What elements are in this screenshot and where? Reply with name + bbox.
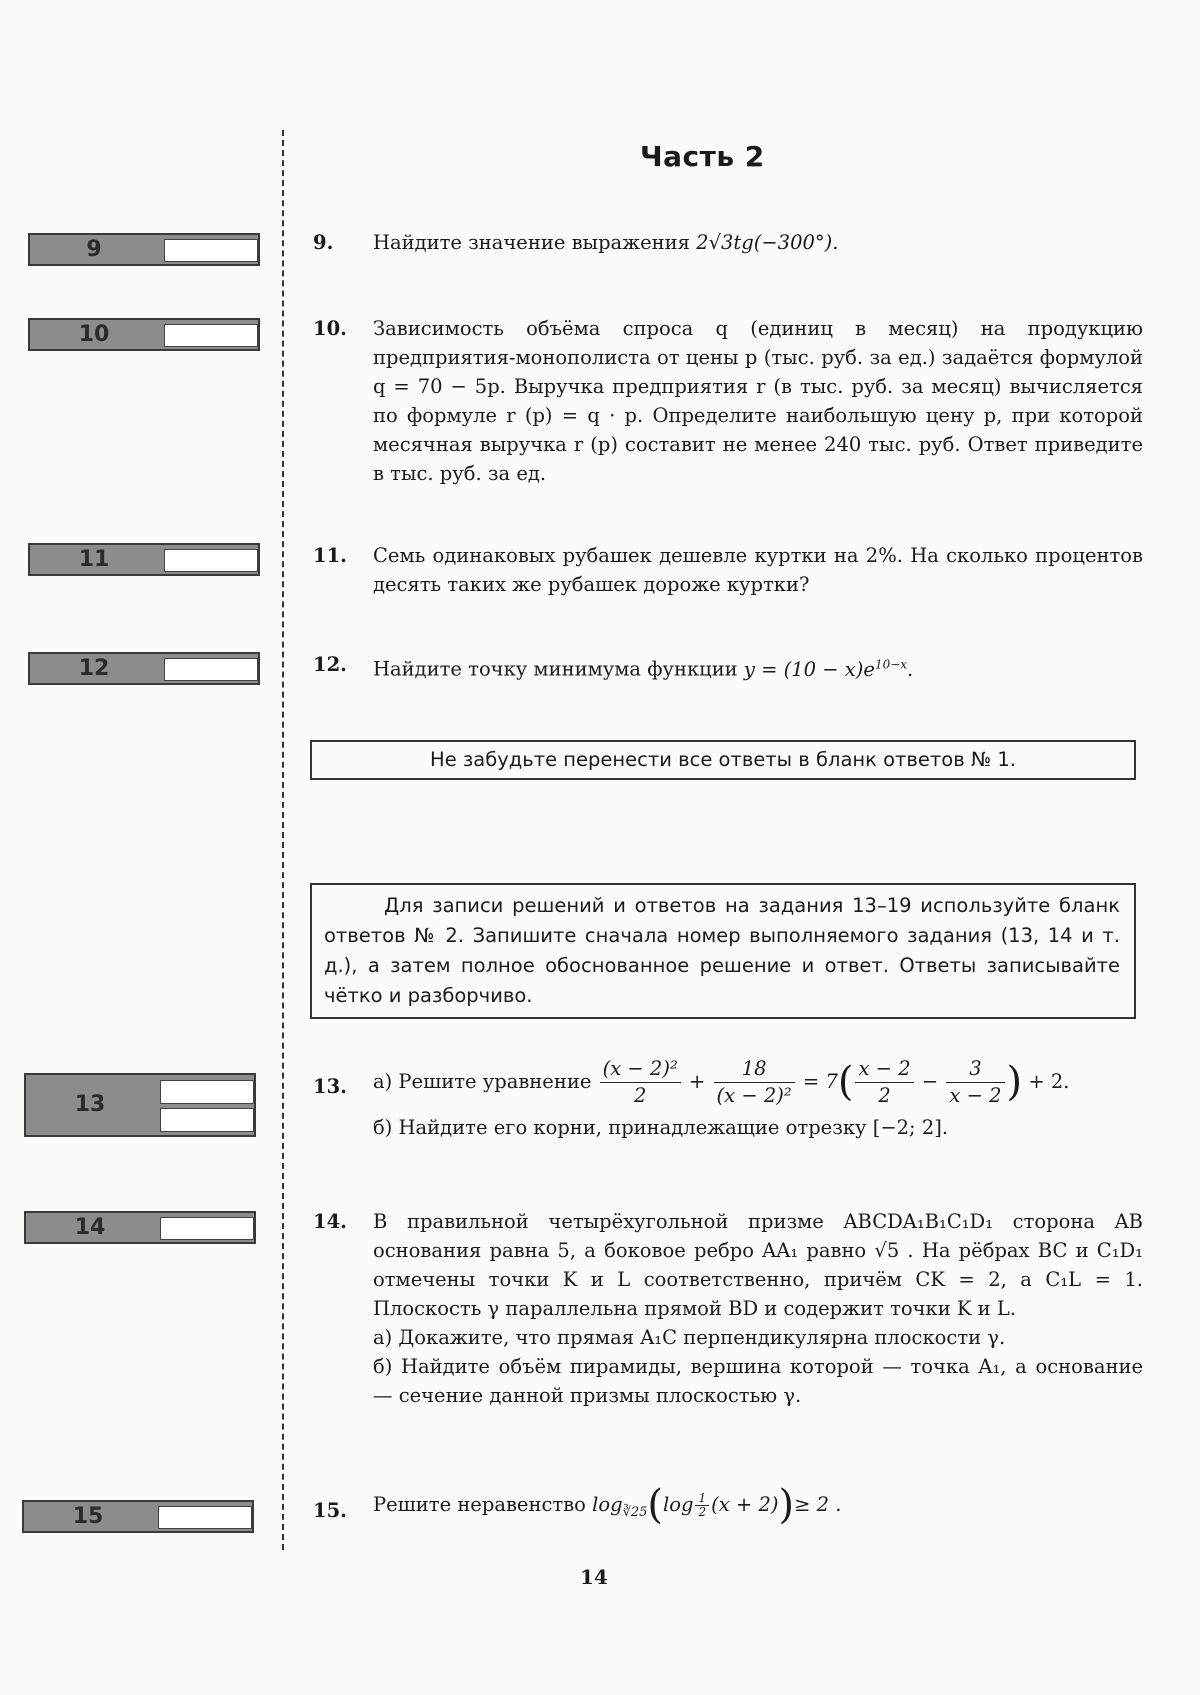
answer-box-label: 11 bbox=[78, 547, 110, 572]
answer-box-label: 12 bbox=[78, 656, 110, 681]
task-14-a: а) Докажите, что прямая A₁C перпендикулярна плоскости γ. bbox=[373, 1326, 1006, 1349]
page-title: Часть 2 bbox=[640, 140, 765, 173]
fraction-numerator: x − 2 bbox=[855, 1056, 913, 1083]
task-text: В правильной четырёхугольной призме ABCDA₁B₁C₁D₁ сторона AB основания равна 5, а боковое ребро AA₁ равно √5 . На рёбрах BC и C₁D₁ отмечены точки K и L соответственно, причём CK = 2, а C₁L = 1. Плоскость γ параллельна прямой BD и содержит точки K и L. bbox=[373, 1210, 1143, 1320]
task-number: 9. bbox=[313, 231, 334, 254]
fraction-numerator: 3 bbox=[946, 1056, 1004, 1083]
task-13 bbox=[313, 1056, 1143, 1142]
function-expression: $y = (10 - x)e^{10-x}$. bbox=[743, 657, 914, 681]
task-number: 10. bbox=[313, 317, 347, 340]
fraction-denominator: 2 bbox=[633, 1084, 647, 1107]
task-number: 11. bbox=[313, 544, 347, 567]
answer-field[interactable] bbox=[158, 1506, 252, 1529]
answer-field[interactable] bbox=[164, 549, 258, 572]
equation-tail: + 2. bbox=[1028, 1070, 1070, 1093]
task-10 bbox=[313, 314, 1143, 488]
answer-box-label: 14 bbox=[74, 1215, 106, 1240]
minus-sign: − bbox=[921, 1070, 939, 1093]
fraction-denominator: 2 bbox=[878, 1084, 891, 1107]
solutions-note bbox=[310, 883, 1136, 1019]
answer-field[interactable] bbox=[164, 324, 258, 347]
task-number: 15. bbox=[313, 1499, 347, 1522]
answer-box-9 bbox=[28, 233, 260, 266]
answer-field[interactable] bbox=[164, 658, 258, 681]
answer-box-13 bbox=[24, 1073, 256, 1137]
task-text: Найдите точку минимума функции bbox=[373, 657, 738, 681]
answer-box-10 bbox=[28, 318, 260, 351]
fraction-numerator: 18 bbox=[714, 1056, 795, 1083]
task-15 bbox=[313, 1482, 1143, 1528]
task-expression: 2√3tg(−300°). bbox=[696, 231, 839, 254]
answer-box-label: 15 bbox=[72, 1504, 104, 1529]
fraction-numerator: (x − 2)² bbox=[600, 1056, 681, 1083]
answer-box-label: 13 bbox=[74, 1092, 106, 1117]
task-text: Найдите значение выражения bbox=[373, 231, 690, 254]
answer-box-15 bbox=[22, 1500, 254, 1533]
plus-sign: + bbox=[688, 1070, 706, 1093]
answer-box-12 bbox=[28, 652, 260, 685]
answer-field-a[interactable] bbox=[160, 1080, 254, 1104]
task-number: 13. bbox=[313, 1075, 347, 1098]
answer-box-label: 10 bbox=[78, 322, 110, 347]
task-12 bbox=[313, 650, 1143, 684]
answer-field[interactable] bbox=[164, 239, 258, 262]
task-9 bbox=[313, 228, 1143, 257]
task-14-b: б) Найдите объём пирамиды, вершина которой — точка A₁, а основание — сечение данной призмы плоскостью γ. bbox=[373, 1355, 1143, 1407]
answer-field-b[interactable] bbox=[160, 1108, 254, 1132]
transfer-note: Не забудьте перенести все ответы в бланк ответов № 1. bbox=[310, 740, 1136, 780]
task-text: а) Решите уравнение bbox=[373, 1070, 592, 1093]
solutions-note-text: Для записи решений и ответов на задания 13–19 используйте бланк ответов № 2. Запишите сначала номер выполняемого задания (13, 14 и т. д.), а затем полное обоснованное решение и ответ. Ответы записывайте чётко и разборчиво. bbox=[324, 894, 1120, 1007]
task-number: 14. bbox=[313, 1210, 347, 1233]
inequality-expression: $\log_{∛25}(\log$ $\frac{1}{2}$ (x + 2))≥ 2 . bbox=[592, 1482, 842, 1528]
task-number: 12. bbox=[313, 653, 347, 676]
answer-field[interactable] bbox=[160, 1217, 254, 1240]
task-14 bbox=[313, 1207, 1143, 1410]
answer-box-11 bbox=[28, 543, 260, 576]
page-number: 14 bbox=[580, 1565, 608, 1589]
task-11 bbox=[313, 541, 1143, 599]
task-text: Семь одинаковых рубашек дешевле куртки на 2%. На сколько процентов десять таких же рубашек дороже куртки? bbox=[373, 544, 1143, 596]
task-text: Решите неравенство bbox=[373, 1493, 586, 1516]
fraction-denominator: x − 2 bbox=[949, 1084, 1002, 1107]
task-text: Зависимость объёма спроса q (единиц в месяц) на продукцию предприятия-монополиста от цены p (тыс. руб. за ед.) задаётся формулой q = 70 − 5p. Выручка предприятия r (в тыс. руб. за месяц) вычисляется по формуле r (p) = q · p. Определите наибольшую цену p, при которой месячная выручка r (p) составит не менее 240 тыс. руб. Ответ приведите в тыс. руб. за ед. bbox=[373, 317, 1143, 485]
task-13-a: а) Решите уравнение $\frac{\text{(x − 2)²}}{2}$ + $\frac{18}{\text{(x − 2)²}}$ = 7( $\frac{x - 2}{2}$ − $\frac{3}{x - 2}$ ) + 2. bbox=[373, 1057, 1070, 1107]
answer-box-14 bbox=[24, 1211, 256, 1244]
cut-line bbox=[282, 130, 284, 1550]
equals-part: = 7 bbox=[802, 1070, 838, 1093]
fraction-denominator: (x − 2)² bbox=[716, 1084, 792, 1107]
task-13-b: б) Найдите его корни, принадлежащие отрезку [−2; 2]. bbox=[373, 1116, 949, 1139]
answer-box-label: 9 bbox=[86, 237, 102, 262]
